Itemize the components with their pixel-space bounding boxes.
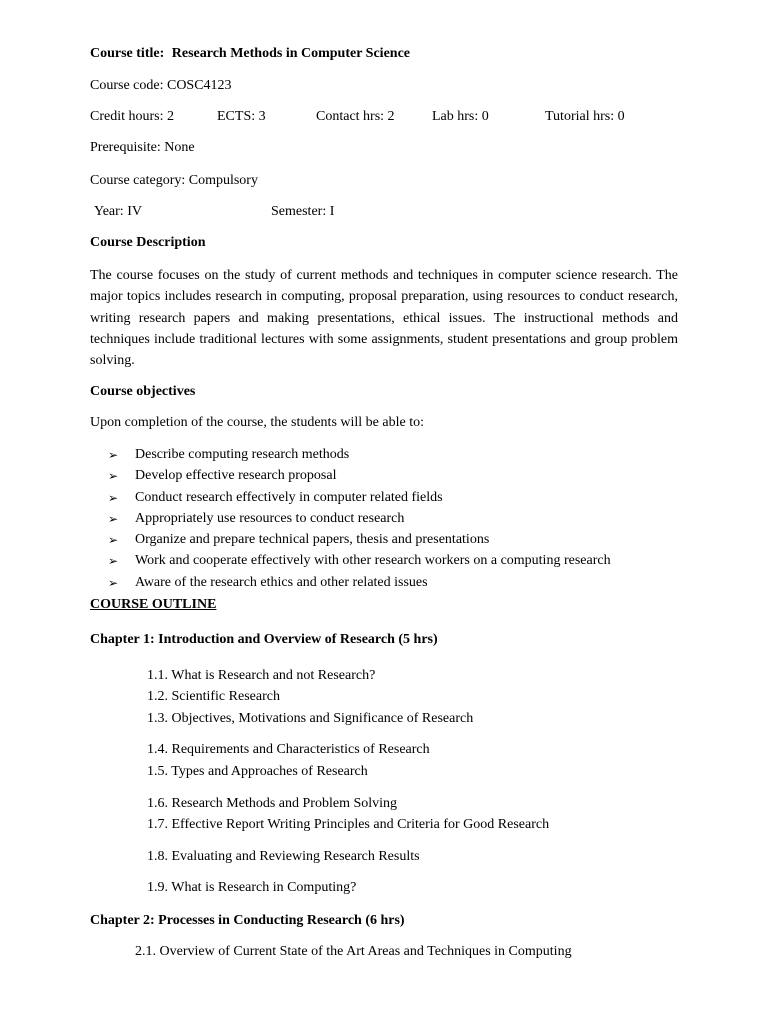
tutorial-hours: Tutorial hrs: 0 bbox=[545, 109, 625, 124]
course-title-label: Course title: bbox=[90, 46, 165, 61]
course-category: Course category: Compulsory bbox=[90, 173, 258, 188]
description-heading: Course Description bbox=[90, 235, 206, 250]
credit-hours: Credit hours: 2 bbox=[90, 109, 174, 124]
objective-item bbox=[108, 531, 611, 552]
objective-text: Aware of the research ethics and other related issues bbox=[135, 574, 428, 590]
prerequisite: Prerequisite: None bbox=[90, 140, 195, 155]
arrow-bullet-icon: ➢ bbox=[108, 490, 119, 505]
chapter-1-title: Chapter 1: Introduction and Overview of Research (5 hrs) bbox=[90, 632, 438, 647]
description-paragraph: The course focuses on the study of current methods and techniques in computer science research. The major topics includes research in computing, proposal preparation, using resources to conduct research, writing research papers and making presentations, ethical issues. The instructional methods and techniques include traditional lectures with some assignments, student presentations and group problem solving. bbox=[90, 268, 678, 369]
chapter-1-section: 1.4. Requirements and Characteristics of Research bbox=[147, 742, 430, 757]
chapter-1-section: 1.8. Evaluating and Reviewing Research Results bbox=[147, 849, 420, 864]
arrow-bullet-icon: ➢ bbox=[108, 469, 119, 484]
chapter-2-title: Chapter 2: Processes in Conducting Research (6 hrs) bbox=[90, 913, 405, 928]
chapter-1-section: 1.5. Types and Approaches of Research bbox=[147, 764, 368, 779]
arrow-bullet-icon: ➢ bbox=[108, 554, 119, 569]
semester: Semester: I bbox=[271, 204, 335, 219]
objective-item bbox=[108, 446, 611, 467]
course-title-line bbox=[90, 45, 410, 63]
objective-text: Describe computing research methods bbox=[135, 447, 350, 462]
objectives-list bbox=[108, 446, 611, 595]
objectives-heading: Course objectives bbox=[90, 384, 196, 399]
arrow-bullet-icon: ➢ bbox=[108, 575, 119, 590]
chapter-1-section: 1.6. Research Methods and Problem Solving bbox=[147, 796, 398, 811]
contact-hours: Contact hrs: 2 bbox=[316, 109, 395, 124]
chapter-1-section: 1.2. Scientific Research bbox=[147, 689, 280, 704]
lab-hours: Lab hrs: 0 bbox=[432, 109, 489, 124]
chapter-1-section: 1.3. Objectives, Motivations and Significance of Research bbox=[147, 711, 474, 726]
objective-item bbox=[108, 552, 611, 573]
course-code: Course code: COSC4123 bbox=[90, 78, 232, 93]
objectives-intro: Upon completion of the course, the students will be able to: bbox=[90, 415, 424, 430]
objective-item bbox=[108, 467, 611, 488]
objective-text: Appropriately use resources to conduct research bbox=[135, 510, 405, 526]
year: Year: IV bbox=[94, 204, 142, 219]
objective-item bbox=[108, 574, 611, 595]
chapter-1-section: 1.7. Effective Report Writing Principles and Criteria for Good Research bbox=[147, 817, 550, 832]
objective-text: Organize and prepare technical papers, thesis and presentations bbox=[135, 532, 490, 548]
arrow-bullet-icon: ➢ bbox=[108, 511, 119, 526]
objective-text: Conduct research effectively in computer related fields bbox=[135, 489, 443, 505]
objective-item bbox=[108, 489, 611, 510]
arrow-bullet-icon: ➢ bbox=[108, 448, 119, 462]
objective-text: Develop effective research proposal bbox=[135, 468, 337, 484]
chapter-1-section: 1.9. What is Research in Computing? bbox=[147, 880, 357, 895]
course-outline-heading: COURSE OUTLINE bbox=[90, 597, 217, 612]
course-title-value: Research Methods in Computer Science bbox=[171, 46, 410, 61]
chapter-2-section: 2.1. Overview of Current State of the Art Areas and Techniques in Computing bbox=[135, 944, 572, 959]
ects: ECTS: 3 bbox=[217, 109, 266, 124]
objective-item bbox=[108, 510, 611, 531]
arrow-bullet-icon: ➢ bbox=[108, 533, 119, 548]
objective-text: Work and cooperate effectively with other research workers on a computing research bbox=[135, 553, 611, 569]
chapter-1-section: 1.1. What is Research and not Research? bbox=[147, 668, 376, 683]
